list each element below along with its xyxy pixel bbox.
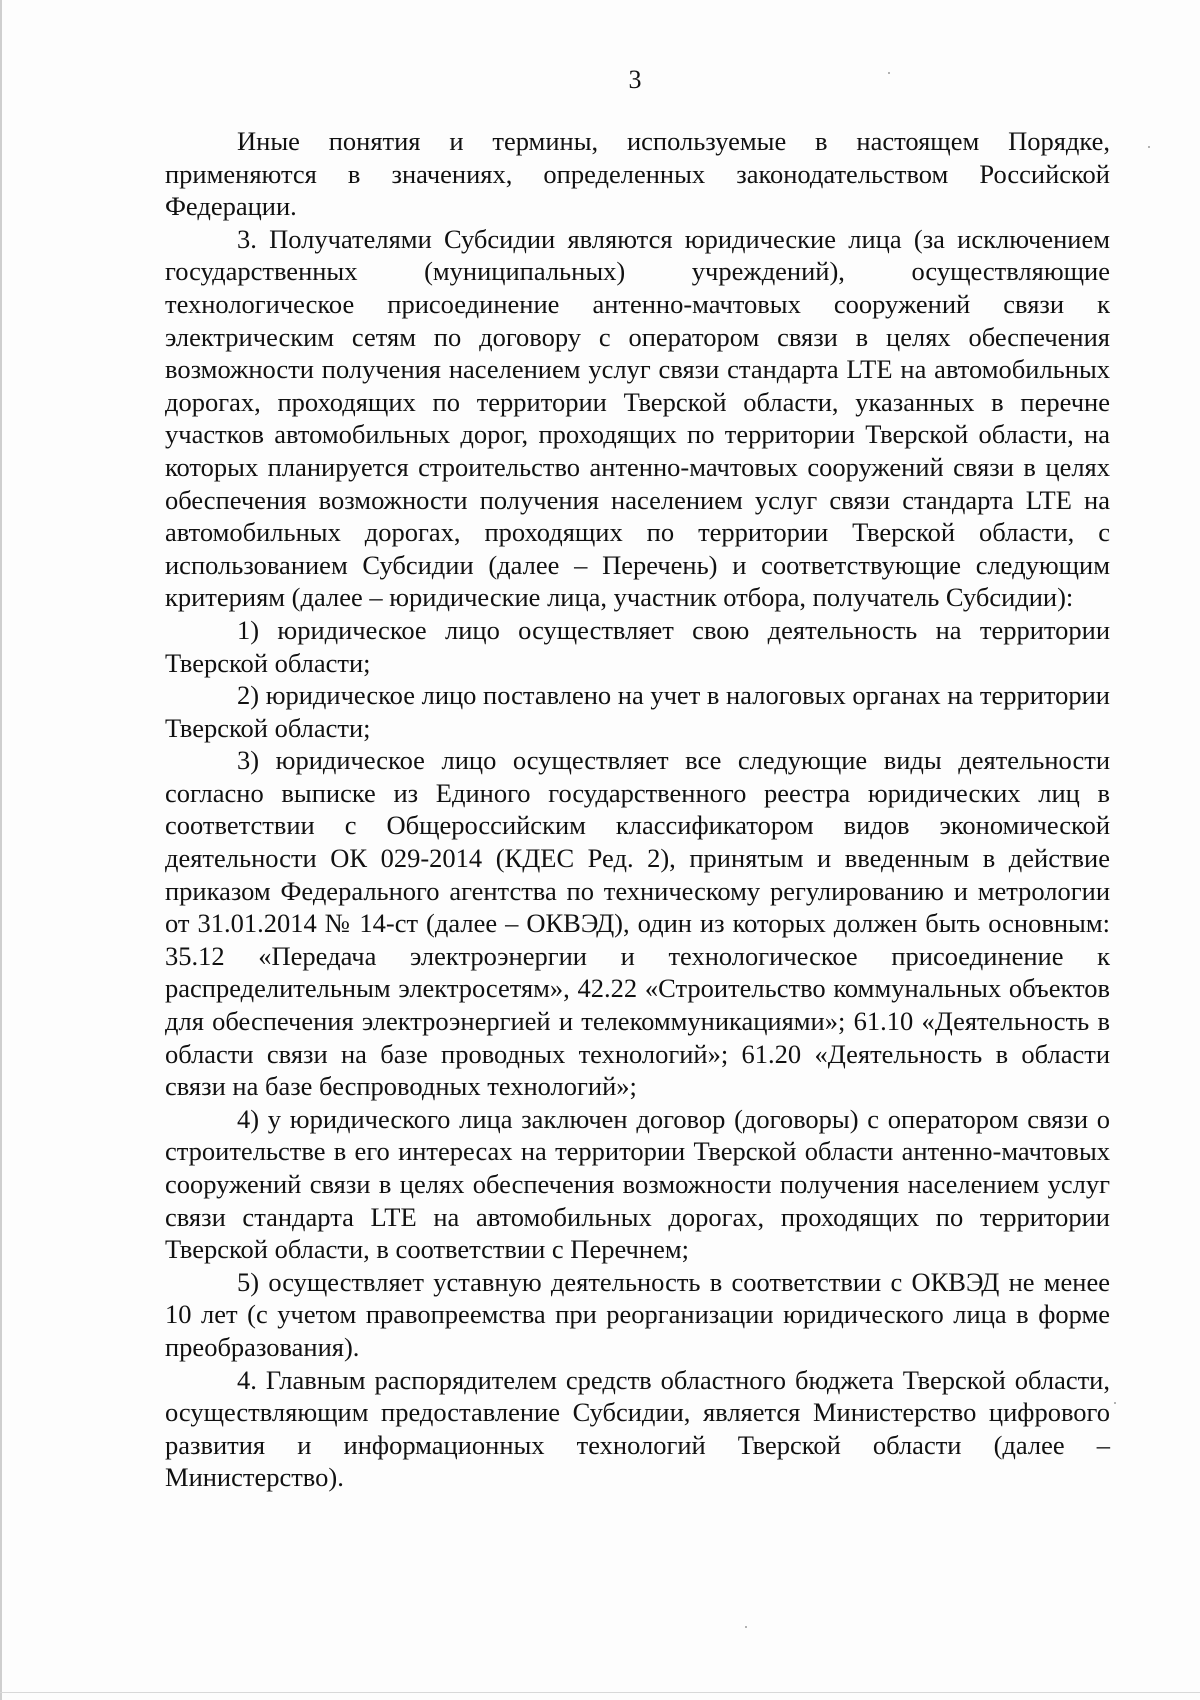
- scan-speck: [745, 1626, 747, 1628]
- paragraph-item-3-recipients: 3. Получателями Субсидии являются юридические лица (за исключением государственных (муниципальных) учреждений), осуществляющие технологическое присоединение антенно-мачтовых сооружений связи к электрическим сетям по договору с оператором связи в целях обеспечения возможности получения населением услуг связи стандарта LTE на автомобильных дорогах, проходящих по территории Тверской области, указанных в перечне участков автомобильных дорог, проходящих по территории Тверской области, на которых планируется строительство антенно-мачтовых сооружений связи в целях обеспечения возможности получения населением услуг связи стандарта LTE на автомобильных дорогах, проходящих по территории Тверской области, с использованием Субсидии (далее – Перечень) и соответствующие следующим критериям (далее – юридические лица, участник отбора, получатель Субсидии):: [165, 223, 1110, 613]
- scan-speck: [888, 72, 890, 74]
- paragraph-criterion-3: 3) юридическое лицо осуществляет все следующие виды деятельности согласно выписке из Единого государственного реестра юридических лиц в соответствии с Общероссийским классификатором видов экономической деятельности ОК 029-2014 (КДЕС Ред. 2), принятым и введенным в действие приказом Федерального агентства по техническому регулированию и метрологии от 31.01.2014 № 14-ст (далее – ОКВЭД), один из которых должен быть основным: 35.12 «Передача электроэнергии и технологическое присоединение к распределительным электросетям», 42.22 «Строительство коммунальных объектов для обеспечения электроэнергией и телекоммуникациями»; 61.10 «Деятельность в области связи на базе проводных технологий»; 61.20 «Деятельность в области связи на базе беспроводных технологий»;: [165, 745, 1110, 1102]
- paragraph-criterion-2: 2) юридическое лицо поставлено на учет в налоговых органах на территории Тверской области;: [165, 680, 1110, 743]
- paragraph-other-terms: Иные понятия и термины, используемые в настоящем Порядке, применяются в значениях, определенных законодательством Российской Федерации.: [165, 126, 1110, 222]
- paragraph-item-4-ministry: 4. Главным распорядителем средств областного бюджета Тверской области, осуществляющим предоставление Субсидии, является Министерство цифрового развития и информационных технологий Тверской области (далее – Министерство).: [165, 1364, 1110, 1493]
- scan-edge-left: [0, 0, 2, 1700]
- paragraph-criterion-1: 1) юридическое лицо осуществляет свою деятельность на территории Тверской области;: [165, 614, 1110, 678]
- scan-edge-bottom: [0, 1692, 1200, 1693]
- paragraph-criterion-5: 5) осуществляет уставную деятельность в соответствии с ОКВЭД не менее 10 лет (с учетом правопреемства при реорганизации юридического лица в форме преобразования).: [165, 1266, 1110, 1362]
- scan-speck: [1148, 146, 1150, 148]
- page-number: 3: [628, 65, 642, 94]
- document-body: [165, 125, 1110, 1494]
- scan-speck: [1114, 1402, 1116, 1404]
- paragraph-criterion-4: 4) у юридического лица заключен договор (договоры) с оператором связи о строительстве в его интересах на территории Тверской области антенно-мачтовых сооружений связи в целях обеспечения возможности получения населением услуг связи стандарта LTE на автомобильных дорогах, проходящих по территории Тверской области, в соответствии с Перечнем;: [165, 1103, 1110, 1265]
